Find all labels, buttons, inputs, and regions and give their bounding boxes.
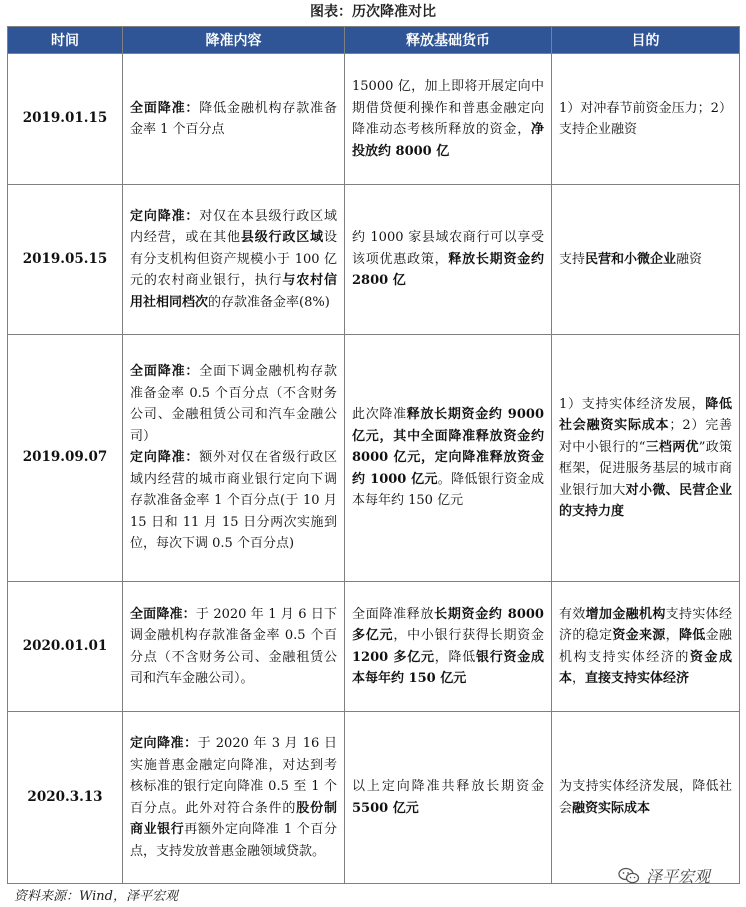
text: ， — [665, 628, 679, 643]
text: 对仅在本县级行政区域内经营，或在其他 — [130, 208, 337, 246]
header-release: 释放基础货币 — [345, 27, 552, 54]
bold-text: 县级行政区域 — [240, 230, 324, 246]
bold-text: 融资实际成本 — [572, 800, 651, 816]
row-purpose — [552, 335, 740, 582]
bold-text: 全面降准： — [130, 364, 200, 380]
bold-text: 与农村信用社相同档次 — [130, 273, 337, 310]
row-date: 2019.09.07 — [8, 335, 123, 582]
text: 为支持实体经济发展，降低社会 — [559, 779, 732, 816]
row-release — [345, 335, 552, 582]
text: 支持 — [559, 251, 586, 267]
bold-text: 释放长期资金约 9000 亿元，其中全面降准释放资金约 8000 亿元，定向降准释放资金约 1000 亿元 — [352, 407, 544, 487]
source-note: 资料来源：Wind，泽平宏观 — [14, 889, 178, 904]
wechat-icon — [618, 867, 640, 885]
table-row — [8, 335, 740, 582]
row-content — [123, 582, 345, 712]
text: 此次降准 — [352, 407, 407, 423]
text: 约 1000 家县域农商行可以享受该项优惠政策， — [352, 230, 544, 267]
text: 于 2020 年 3 月 16 日实施普惠金融定向降准，对达到考核标准的银行定向降准 0.5 至 1 个百分点。此外对符合条件的 — [130, 736, 337, 816]
table-row — [8, 582, 740, 712]
bold-text: 银行资金成本每年约 150 亿元 — [352, 649, 544, 686]
row-date: 2019.05.15 — [8, 185, 123, 335]
comparison-table — [7, 26, 740, 884]
bold-text: 对小微、民营企业的支持力度 — [559, 482, 732, 519]
header-date: 时间 — [8, 27, 123, 54]
bold-text: 资金来源 — [612, 628, 666, 643]
text: 融资 — [676, 251, 703, 267]
text: 金融机构支持实体经济的 — [559, 628, 732, 665]
table-header-row — [8, 27, 740, 54]
text: ，中小银行获得长期资金 — [393, 628, 544, 643]
row-purpose — [552, 582, 740, 712]
row-release — [345, 54, 552, 185]
row-purpose — [552, 54, 740, 185]
text: 的存款准备金率(8%) — [208, 294, 330, 310]
text: ，降低 — [434, 649, 476, 665]
watermark — [618, 864, 710, 887]
text: 全面下调金融机构存款准备金率 0.5 个百分点（不含财务公司、金融租赁公司和汽车金融公司） — [130, 364, 337, 444]
bold-text: 5500 亿元 — [352, 800, 419, 816]
bold-text: 三档两优 — [645, 439, 699, 455]
header-content: 降准内容 — [123, 27, 345, 54]
text: 降低金融机构存款准备金率 1 个百分点 — [130, 100, 337, 137]
row-date: 2019.01.15 — [8, 54, 123, 185]
row-release — [345, 185, 552, 335]
text: 1）支持实体经济发展， — [559, 396, 706, 412]
row-content — [123, 54, 345, 185]
bold-text: 降低 — [678, 628, 706, 643]
text: 全面降准释放 — [352, 606, 435, 622]
text: 1）对冲春节前资金压力；2）支持企业融资 — [559, 100, 732, 137]
row-content — [123, 335, 345, 582]
row-date: 2020.01.01 — [8, 582, 123, 712]
text: 15000 亿，加上即将开展定向中期借贷便利操作和普惠金融定向降准动态考核所释放的资金， — [352, 79, 544, 137]
row-content — [123, 185, 345, 335]
bold-text: 长期资金约 8000 多亿元 — [352, 606, 544, 643]
bold-text: 全面降准： — [130, 606, 196, 622]
text: ”政策框架，促进服务基层的城市商业银行加大 — [559, 439, 732, 498]
table-row — [8, 54, 740, 185]
bold-text: 股份制商业银行 — [130, 800, 337, 837]
text: 。降低银行资金成本每年约 150 亿元 — [352, 471, 544, 509]
row-purpose — [552, 185, 740, 335]
text: 额外对仅在省级行政区域内经营的城市商业银行定向下调存款准备金率 1 个百分点(于 10 月 15 日和 11 月 15 日分两次实施到位，每次下调 0.5 个百分点) — [130, 450, 337, 552]
text: 有效 — [559, 606, 586, 622]
bold-text: 定向降准： — [130, 736, 198, 751]
bold-text: 定向降准： — [130, 450, 200, 466]
row-purpose — [552, 712, 740, 884]
text: ；2）完善对中小银行的“ — [559, 418, 732, 455]
bold-text: 净投放约 8000 亿 — [352, 122, 544, 159]
bold-text: 增加金融机构 — [585, 606, 666, 622]
table-row — [8, 185, 740, 335]
bold-text: 定向降准： — [130, 208, 200, 224]
text: ， — [572, 671, 586, 686]
text: 再额外定向降准 1 个百分点，支持发放普惠金融领域贷款。 — [130, 822, 337, 859]
table-row — [8, 712, 740, 884]
bold-text: 释放长期资金约 2800 亿 — [352, 251, 544, 289]
bold-text: 1200 多亿元 — [352, 649, 435, 665]
row-release — [345, 712, 552, 884]
row-release — [345, 582, 552, 712]
bold-text: 降低社会融资实际成本 — [559, 396, 732, 433]
page-title: 图表：历次降准对比 — [310, 4, 436, 20]
text: 支持实体经济的稳定 — [559, 606, 732, 643]
row-content — [123, 712, 345, 884]
text: 设有分支机构但资产规模小于 100 亿元的农村商业银行，执行 — [130, 230, 337, 289]
header-purpose: 目的 — [552, 27, 740, 54]
text: 于 2020 年 1 月 6 日下调金融机构存款准备金率 0.5 个百分点（不含财务公司、金融租赁公司和汽车金融公司）。 — [130, 606, 337, 686]
bold-text: 直接支持实体经济 — [585, 671, 690, 686]
text: 以上定向降准共释放长期资金 — [352, 779, 544, 794]
watermark-text: 泽平宏观 — [646, 867, 711, 886]
bold-text: 全面降准： — [130, 100, 200, 116]
bold-text: 民营和小微企业 — [585, 251, 677, 267]
row-date: 2020.3.13 — [8, 712, 123, 884]
bold-text: 资金成本 — [559, 649, 732, 686]
